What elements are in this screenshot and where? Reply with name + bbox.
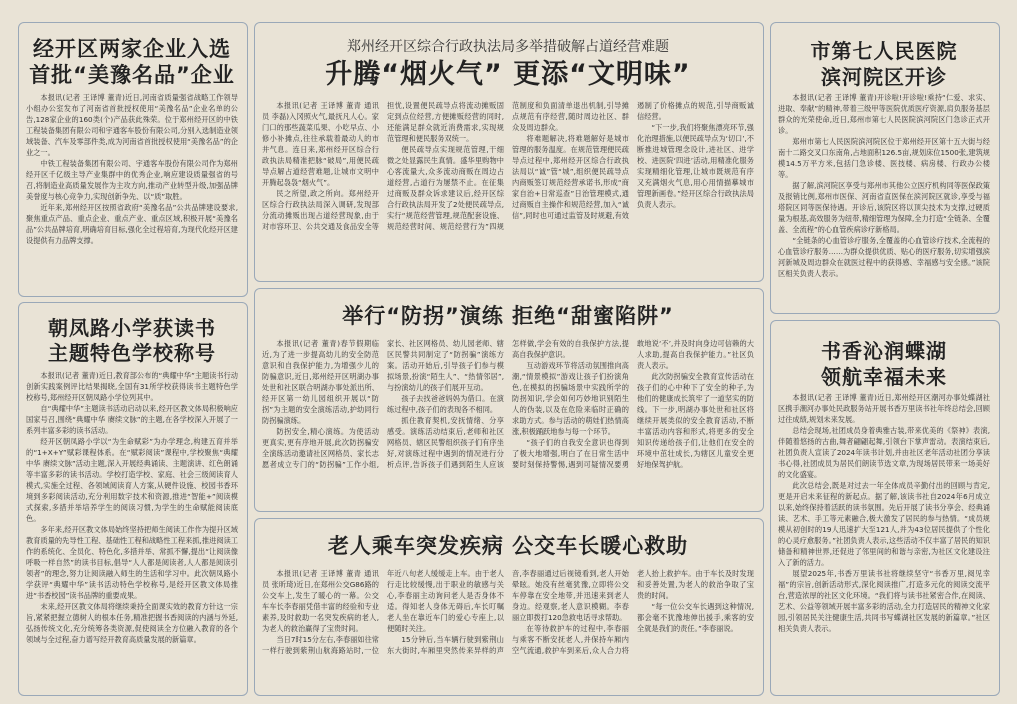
reading-club-headline [774, 338, 994, 390]
school-para: 未来,经开区教文体局将继续秉持全面课实效的教育方针这一宗旨,紧紧把握立德树人的根本任务,精准把握书香阅读的内涵与外延,弘扬传统文化,充分统筹各类资源,促使阅读全方位融入教育的各个领域与全过程,奋力谱写经开教育高质量发展的新篇章。 [26, 602, 238, 644]
bus-headline: 老人乘车突发疾病 公交车长暖心救助 [327, 534, 689, 558]
hospital-para: 郑州市第七人民医院滨河院区位于郑州经开区第十五大街与经南十二路交叉口东南角,占地面积126.5亩,规划床位1500张,建筑规模14.5万平方米,包括门急诊楼、医技楼、病房楼、行政办公楼等。 [778, 137, 990, 179]
enterprises-headline-line2: 首批“美豫名品”企业 [29, 63, 235, 87]
vendors-para: 将难题解决,将难题解好是城市管理的服务温度。在规范管理便民疏导点过程中,郑州经开区综合行政执法局以“诚”管“城”,组织便民疏导点内商贩签订规范经营承诺书,形成“商家自治+日常巡查”日治管理模式,通过商贩自主操作和规范经营,加入“诚信”,同时也可通过监管及时规避,有效遏制了价格摊点的规范,引导商贩诚信经营。 [512, 101, 754, 220]
hospital-para: 本报讯(记者 王译博 董青)开诊啦!开诊啦!乘持“仁爱、求实、进取、奉献”的精神,带着三级甲等医院优质医疗资源,肩负服务基层群众的光荣使命,近日,郑州市第七人民医院滨河院区门急诊正式开诊。 [778, 93, 990, 135]
hospital-body [778, 92, 990, 307]
school-para: 本报讯(记者 董青)近日,教育部公布的“典耀中华”主题读书行动创新实践案例评比结果揭晓,全国有31所学校获得读书主题特色学校称号,郑州经开区朝凤路小学位列其中。 [26, 371, 238, 402]
reading-club-para: 展望2025年,书香万里读书社将继续坚守“书香万里,阅见幸福”的宗旨,创新活动形式,深化阅读推广,打造多元化的阅读交流平台,营造浓厚的社区文化环境。“我们将与读书社紧密合作,在阅读、艺术、公益等领域开展丰富多彩的活动,全力打造居民的精神文化家园,引领居民关注健康生活,共同书写蝶湖社区发展的新篇章。”社区相关负责人表示。 [778, 569, 990, 633]
reading-club-para: 总结会现场,社团成员身着典雅古装,带来优美的《祭神》表演,伴随着悠扬的古曲,舞者翩翩起舞,引领台下掌声雷动。表演结束后,社团负责人宣读了2024年读书计划,并由社区老年活动社团分享读书心得,社团成员为居民们朗读节选文章,为现场居民带来一场美好的文化盛宴。 [778, 426, 990, 479]
hospital-para: “全链条的心血管诊疗服务,全覆盖的心血管诊疗技术,全流程的心血管诊疗服务……为群众提供优质、贴心的医疗服务,切实增强滨河新城及周边群众在就医过程中的获得感、幸福感与安全感。”该院区相关负责人表示。 [778, 236, 990, 278]
enterprises-para: 近年来,郑州经开区按照省政府“美豫名品”公共品牌建设要求,聚焦重点产品、重点企业、重点产业、重点区域,积极开展“美豫名品”公共品牌培育,明确培育目标,强化全过程培育,为现代化经开区建设提供有力品牌支撑。 [26, 203, 238, 245]
bus-para: 当日7时15分左右,李春丽如往常一样行驶到紫荆山航海路站时,一位年近八旬老人缓缓走上车。由于老人行走比较缓慢,出于职业的敏感与关心,李春丽主动询问老人是否身体不适。得知老人身体无碍后,车长叮嘱老人坐在靠近车门的爱心专座上,以便随时关注。 [262, 569, 504, 655]
hospital-para: 据了解,滨河院区享受与郑州市其他公立医疗机构同等医保政策及报销比例,郑州市医保、河南省直医保在滨河院区就诊,享受与福塔院区同等医保待遇。开诊后,该院区将以顶尖技术为支撑,过硬质量为根基,高效服务为纽带,精细管理为保障,全力打造“全链条、全覆盖、全流程”的心血管疾病诊疗新格局。 [778, 181, 990, 234]
school-headline-line2: 主题特色学校称号 [48, 341, 216, 365]
bus-para: “每一位公交车长遇到这种情况,都会毫不犹豫地伸出援手,乘客的安全就是我们的责任。”李春丽说。 [637, 602, 754, 633]
enterprises-headline [22, 36, 242, 88]
anti-abduction-para: 孩子去找爸爸妈妈为借口。在演练过程中,孩子们的表现各不相同。 [387, 394, 504, 414]
vendors-para: 民之所望,政之所向。郑州经开区综合行政执法局深入调研,发现部分流动摊贩出现占道经营现象,由于对市容环卫、公共交通及食品安全等担忧,设置便民疏导点将流动摊贩固定到点位经营,方便摊贩经营的同时,还能满足群众就近消费需求,实现规范管理和便民服务双统一。 [262, 101, 504, 231]
reading-club-para: 本报讯(记者 王译博 董青)近日,郑州经开区潮河办事处蝶湖社区携手潮河办事处民政服务站开展书香万里读书社年终总结会,回顾过往成绩,规划未来发展。 [778, 393, 990, 424]
hospital-headline-line2: 滨河院区开诊 [821, 65, 947, 89]
enterprises-para: 本报讯(记者 王译博 董青)近日,河南省质量强省战略工作领导小组办公室发布了河南省首批授权使用“美豫名品”企业名单的公告,128家企业的160类(个)产品获此殊荣。位于郑州经开区的中铁工程装备集团有限公司和宇通客车股份有限公司,分别入选制造业领域装备、汽车及零部件类,成为河南省首批授权使用“美豫名品”的企业之一。 [26, 93, 238, 157]
bus-para: 在等待救护车的过程中,李春丽与乘客不断安抚老人,并保持车厢内空气流通,救护车到来后,众人合力将老人抬上救护车。由于车长及时发现和妥善处置,为老人的救治争取了宝贵的时间。 [512, 569, 754, 655]
school-para: 自“典耀中华”主题读书活动启动以来,经开区教文体局积极响应国家号召,围绕“典耀中华 赓续文脉”的主题,在各学校深入开展了一系列丰富多彩的读书活动。 [26, 404, 238, 435]
anti-abduction-para: “孩子们的自我安全意识也得到了极大地增强,明白了在日常生活中要时刻保持警惕,遇到可疑情况要勇敢地说‘不’,并及时向身边可信赖的大人求助,提高自我保护能力。”社区负责人表示。 [512, 339, 754, 469]
anti-abduction-headline: 举行“防拐”演练 拒绝“甜蜜陷阱” [342, 304, 674, 328]
enterprises-headline-line1: 经开区两家企业入选 [33, 37, 231, 61]
bus-para: 本报讯(记者 王译博 董青 通讯员 张昕琦)近日,在郑州公交G86路的公交车上,发生了暖心的一幕。公交车车长李春丽凭借丰富的经验和专业素养,及时救助一名突发疾病的老人,为老人的救治赢得了宝贵时间。 [262, 569, 379, 633]
enterprises-para: 中铁工程装备集团有限公司、宇通客车股份有限公司作为郑州经开区千亿级主导产业集群中的优秀企业,响应建设质量强省的号召,将制造业高质量发展作为主攻方向,推动产业转型升级,加强品牌美誉度与核心竞争力,实现创新争先、以“质”取胜。 [26, 159, 238, 201]
vendors-body [262, 100, 754, 275]
school-headline [22, 316, 242, 366]
hospital-headline [774, 38, 994, 90]
anti-abduction-body [262, 338, 754, 506]
reading-club-body [778, 392, 990, 690]
reading-club-headline-line1: 书香沁润蝶湖 [821, 339, 947, 363]
enterprises-body [26, 92, 238, 290]
vendors-headline: 升腾“烟火气” 更添“文明味” [325, 59, 691, 90]
vendors-para: 本报讯(记者 王译博 董青 通讯员 李磊)入冈照火气,最抚凡人心。家门口的那些蔬菜瓜果、小吃早点、小修小补摊点,往往承载着最动人的市井气息。连日来,郑州经开区综合行政执法局精准把脉“破局”,用便民疏导点解占道经营难题,让城市文明中开腾起袅袅“烟火气”。 [262, 101, 379, 187]
anti-abduction-para: 此次防拐骗安全教育宣传活动在孩子们的心中种下了安全的种子,为他们的健康成长筑牢了一道坚实的防线。下一步,明湖办事处世和社区将继续开展类似的安全教育活动,不断丰富活动内容和形式,将更多的安全知识传递给孩子们,让他们在安全的环境中茁壮成长,为辖区儿童安全更好地保驾护航。 [637, 372, 754, 469]
anti-abduction-para: 抓住教育契机,安抚情绪、分享感受。演练活动结束后,老师和社区网格员、辖区民警组织孩子们有序坐好,对演练过程中遇到的情况进行分析点评,告诉孩子们遇到陌生人应该怎样做,学会有效的自我保护方法,提高自我保护意识。 [387, 339, 629, 469]
bus-body [262, 568, 754, 690]
school-headline-line1: 朝凤路小学获读书 [48, 316, 216, 340]
vendors-para: 便民疏导点实现规范管理,干细微之处显露民生真情。盛华里购物中心客流量大,众多流动商贩在周边占道经营,占道行为屡禁不止。在征集过商贩及群众诉求建议后,经开区综合行政执法局开发了2处便民疏导点,实行“规范经营管理,规范配套设施、规范经营时间、规范经营行为”四规范制度和负面清单退出机制,引导摊点规范有序经营,随时周边社区、群众及周边群众。 [387, 101, 629, 231]
reading-club-headline-line2: 领航幸福未来 [821, 365, 947, 389]
anti-abduction-para: 防拐安全,精心演练。为使活动更真实,更有序地开展,此次防拐骗安全演练活动邀请社区网格员、家长志愿者成立专门的“防拐骗”工作小组,家长、社区网格员、幼儿园老师、辖区民警共同制定了“防拐骗”演练方案。活动开始后,引导孩子们参与模拟场景,扮演“陌生人”、“热情邻居”,与扮演幼儿的孩子们展开互动。 [262, 339, 504, 469]
school-para: 多年来,经开区教文体局始终坚持把师生阅读工作作为提升区域教育质量的先导性工程、基础性工程和战略性工程来抓,推进阅读工作的系统化、全员化、特色化,多措并举、常抓不懈,提出“让阅读像呼吸一样自然”的读书目标,倡导“人人都是阅读者,人人都是阅读引领者”的理念,努力让阅读融入师生的生活和学习中。此次朝凤路小学获评“典耀中华”读书活动特色学校称号,是经开区教文体局推进“书香校园”读书品牌的重要成果。 [26, 525, 238, 600]
anti-abduction-para: 互动游戏环节将活动氛围推向高潮,“情景模拟”游戏让孩子们扮演角色,在模拟的拐骗场景中实践所学的防拐知识,学会如何巧妙地识别陌生人的伪装,以及在危险来临时正确的求助方式。参与活动的萌娃们热情高涨,积极踊跃地参与每一个环节。 [512, 361, 629, 436]
vendors-kicker: 郑州经开区综合行政执法局多举措破解占道经营难题 [347, 39, 669, 55]
anti-abduction-para: 本报讯(记者 董青)春节假期临近,为了进一步提高幼儿的安全防范意识和自我保护能力,为增强少儿的防骗意识,近日,郑州经开区明湖办事处世和社区联合明湖办事处派出所、经开区第一幼儿园组织开展以“防拐”为主题的安全演练活动,护幼同行防拐骗演练。 [262, 339, 379, 425]
vendors-para: “下一步,我们将聚焦漂亮环节,强化治理措施,以便民疏导点为‘切口’,不断推进城管理念设计,进社区、进学校、进医院‘四进’活动,用精准化服务实现精细化管理,让城市既规范有序又充满烟火气息,用心用情描摹城市管理新画卷。”经开区综合行政执法局负责人表示。 [637, 123, 754, 209]
school-body [26, 370, 238, 690]
school-para: 经开区朝凤路小学以“为生命赋彩”为办学理念,构建五育并举的“1+X+Y”赋彩课程体系。在“赋彩阅读”课程中,学校聚焦“典耀中华 赓续文脉”活动主题,深入开展经典诵读、主题演讲、红色朗诵等丰富多彩的读书活动。学校打造学校、家庭、社会三级阅读育人模式,实施全过程、各领域阅读育人方案,从硬件设施、校园书香环境到多彩阅读活动,充分利用数字技术和资源,推进“智能+”阅读模式探索,多措并举培养学生的阅读习惯,为学生的生命赋能阅读底色。 [26, 437, 238, 523]
bus-para: 15分钟后,当车辆行驶到紫荆山东大街时,车厢里突然传来异样的声音,李春丽通过后视镜看到,老人开始晕眩。她没有丝毫犹豫,立即将公交车停靠在安全地带,并迅速来到老人身边。经观察,老人意识模糊。李春丽立即拨打120急救电话寻求帮助。 [387, 569, 629, 655]
reading-club-para: 此次总结会,既是对过去一年全体成员辛勤付出的回顾与肯定,更是开启未来征程的新起点。据了解,该读书社自2024年6月成立以来,始终保持着活跃的读书氛围。先后开展了读书分享会、经典诵读、艺术、手工等元素融合,极大激发了居民的参与热情。“成员规模从初创时的19人迅速扩大至121人,并为43位居民提供了个性化的心灵疗愈服务。”社团负责人表示,这些活动不仅丰富了居民的知识储备和精神世界,还促进了邻里间的和谐与亲密,为社区文化建设注入了新的活力。 [778, 481, 990, 567]
hospital-headline-line1: 市第七人民医院 [810, 39, 958, 63]
